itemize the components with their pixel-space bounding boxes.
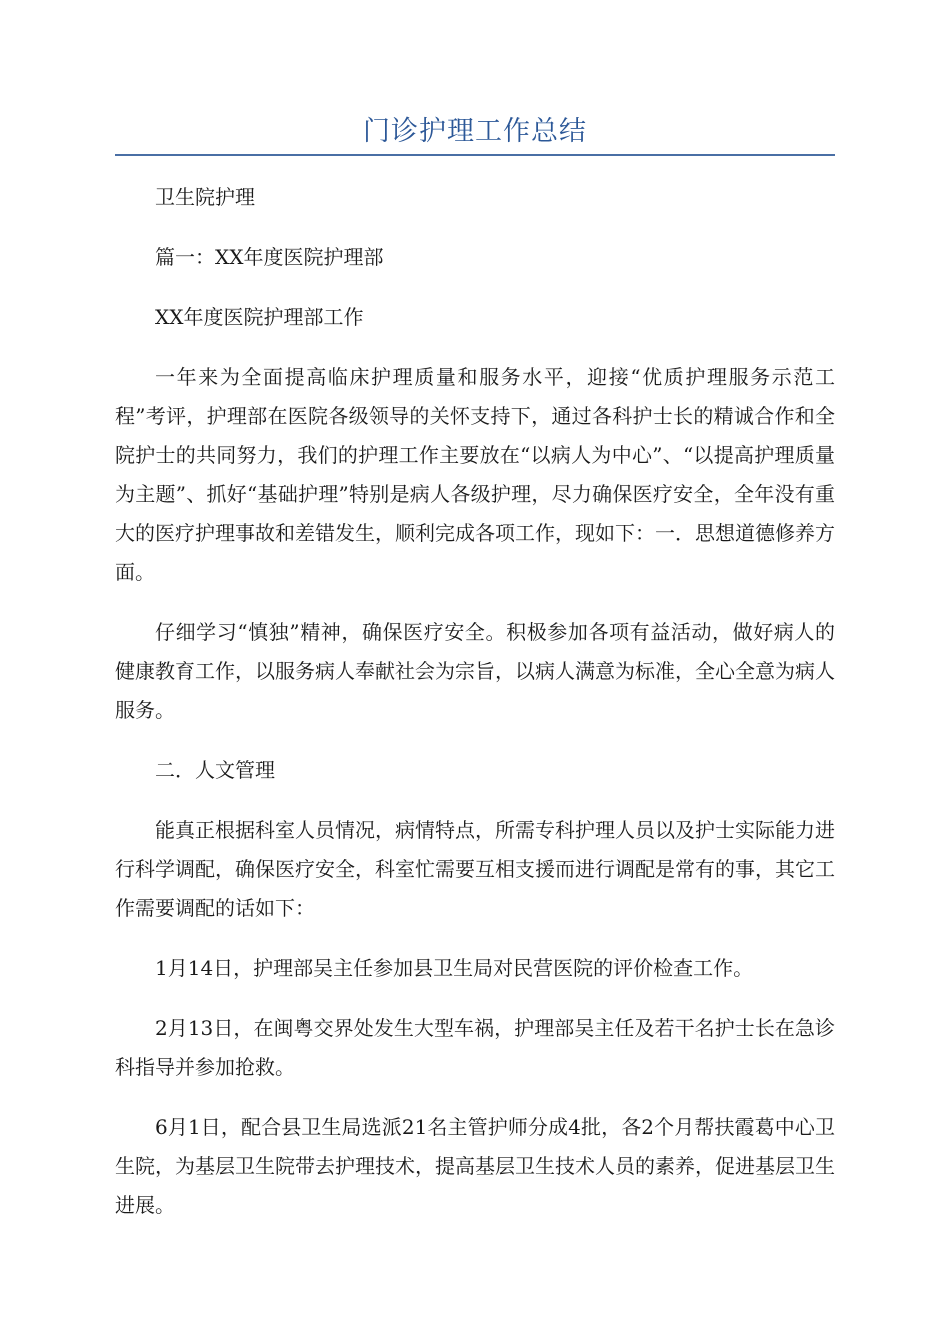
title-underline [115, 154, 835, 156]
document-body [115, 178, 835, 1225]
paragraph-ethics: 仔细学习“慎独”精神，确保医疗安全。积极参加各项有益活动，做好病人的健康教育工作，以服务病人奉献社会为宗旨，以病人满意为标准，全心全意为病人服务。 [115, 620, 835, 722]
document-page [115, 0, 835, 1246]
paragraph-staffing: 能真正根据科室人员情况，病情特点，所需专科护理人员以及护士实际能力进行科学调配，确保医疗安全，科室忙需要互相支援而进行调配是常有的事，其它工作需要调配的话如下： [115, 818, 835, 920]
paragraph-chapter-one: 篇一：XX年度医院护理部 [155, 245, 384, 269]
document-title: 门诊护理工作总结 [363, 116, 587, 147]
paragraph-heading-clinic: 卫生院护理 [155, 185, 255, 209]
paragraph-jan-14: 1月14日，护理部吴主任参加县卫生局对民营医院的评价检查工作。 [155, 956, 754, 980]
paragraph-work-title: XX年度医院护理部工作 [155, 305, 364, 329]
paragraph-feb-13: 2月13日，在闽粤交界处发生大型车祸，护理部吴主任及若干名护士长在急诊科指导并参加抢救。 [115, 1016, 835, 1079]
paragraph-jun-1: 6月1日，配合县卫生局选派21名主管护师分成4批，各2个月帮扶霞葛中心卫生院，为基层卫生院带去护理技术，提高基层卫生技术人员的素养，促进基层卫生进展。 [115, 1115, 835, 1217]
paragraph-overview: 一年来为全面提高临床护理质量和服务水平，迎接“优质护理服务示范工程”考评，护理部在医院各级领导的关怀支持下，通过各科护士长的精诚合作和全院护士的共同努力，我们的护理工作主要放在“以病人为中心”、“以提高护理质量为主题”、抓好“基础护理”特别是病人各级护理，尽力确保医疗安全，全年没有重大的医疗护理事故和差错发生，顺利完成各项工作，现如下：一．思想道德修养方面。 [115, 365, 835, 584]
paragraph-section-two: 二．人文管理 [155, 758, 275, 782]
